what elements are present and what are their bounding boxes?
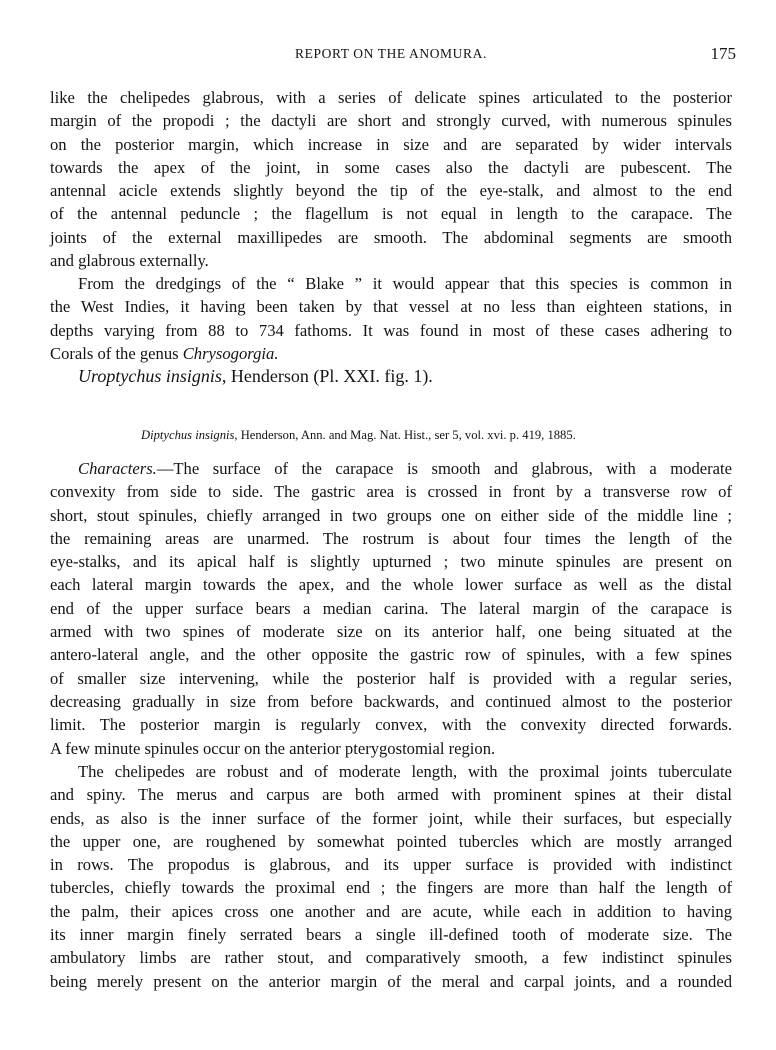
genus-name: Chrysogorgia. [182,343,279,363]
text-line: of the antennal peduncle ; the flagellum is not equal in length to the carapace. The [50,204,732,224]
synonym-reference: , Henderson, Ann. and Mag. Nat. Hist., ser 5, vol. xvi. p. 419, 1885. [234,428,576,442]
text-line: depths varying from 88 to 734 fathoms. It was found in most of these cases adhering to [50,320,732,340]
text-line: margin of the propodi ; the dactyli are short and strongly curved, with numerous spinules [50,111,732,131]
text-line: ends, as also is the inner surface of the former joint, while their surfaces, but especially [50,808,732,828]
paragraph-distribution [50,272,732,365]
text-line [50,342,732,365]
text-line: in rows. The propodus is glabrous, and its upper surface is provided with indistinct [50,855,732,875]
text-line: armed with two spines of moderate size on its anterior half, one being situated at the [50,622,732,642]
running-title: REPORT ON THE ANOMURA. [295,46,487,61]
species-name: Uroptychus insignis [78,366,222,386]
text-line: the West Indies, it having been taken by that vessel at no less than eighteen stations, in [50,297,732,317]
text-line: joints of the external maxillipedes are smooth. The abdominal segments are smooth [50,227,732,247]
text-line: The chelipedes are robust and of moderate length, with the proximal joints tuberculate [78,762,732,781]
paragraph-chelipedes [50,760,732,993]
text-line: antero-lateral angle, and the other opposite the gastric row of spinules, with a few spines [50,645,732,665]
synonym-citation [141,428,576,443]
text-line: decreasing gradually in size from before backwards, and continued almost to the posterior [50,691,732,711]
text-line: and glabrous externally. [50,251,209,271]
text-line: tubercles, chiefly towards the proximal end ; the fingers are more than half the length of [50,878,732,898]
running-head [50,44,736,64]
section-label: Characters. [78,459,157,478]
page-number: 175 [710,44,736,63]
text-line: towards the apex of the joint, in some cases also the dactyli are pubescent. The [50,157,732,177]
text-line: like the chelipedes glabrous, with a series of delicate spines articulated to the posterior [50,88,732,107]
text-line [50,457,732,480]
text-line: limit. The posterior margin is regularly convex, with the convexity directed forwards. [50,715,732,735]
text-line: of smaller size intervening, while the posterior half is provided with a regular series, [50,668,732,688]
text-line: the upper one, are roughened by somewhat pointed tubercles which are mostly arranged [50,831,732,851]
text-line: ambulatory limbs are rather stout, and comparatively smooth, a few indistinct spinules [50,948,732,968]
text-line: A few minute spinules occur on the anterior pterygostomial region. [50,738,496,758]
text-line: convexity from side to side. The gastric area is crossed in front by a transverse row of [50,482,732,502]
text-fragment: Corals of the genus [50,343,183,363]
text-line: antennal acicle extends slightly beyond the tip of the eye-stalk, and almost to the end [50,181,732,201]
paragraph-characters [50,457,732,760]
text-line: short, stout spinules, chiefly arranged in two groups one on either side of the middle line ; [50,505,732,525]
text-line: and spiny. The merus and carpus are both armed with prominent spines at their distal [50,785,732,805]
text-line: end of the upper surface bears a median carina. The lateral margin of the carapace is [50,598,732,618]
text-fragment: —The surface of the carapace is smooth and glabrous, with a moderate [156,459,732,478]
synonym-name: Diptychus insignis [141,428,235,442]
species-heading [78,366,433,387]
text-line: From the dredgings of the “ Blake ” it would appear that this species is common in [78,274,732,293]
text-line: eye-stalks, and its apical half is slightly upturned ; two minute spinules are present on [50,552,732,572]
text-line: being merely present on the anterior margin of the meral and carpal joints, and a rounded [50,971,732,991]
text-line: the remaining areas are unarmed. The rostrum is about four times the length of the [50,528,732,548]
text-line: on the posterior margin, which increase in size and are separated by wider intervals [50,134,732,154]
paragraph-legs-description [50,86,732,272]
text-line: each lateral margin towards the apex, and the whole lower surface as well as the distal [50,575,732,595]
text-line: the palm, their apices cross one another and are acute, while each in addition to having [50,901,732,921]
text-line: its inner margin finely serrated bears a single ill-defined tooth of moderate size. The [50,925,732,945]
species-authority: , Henderson (Pl. XXI. fig. 1). [221,366,433,386]
